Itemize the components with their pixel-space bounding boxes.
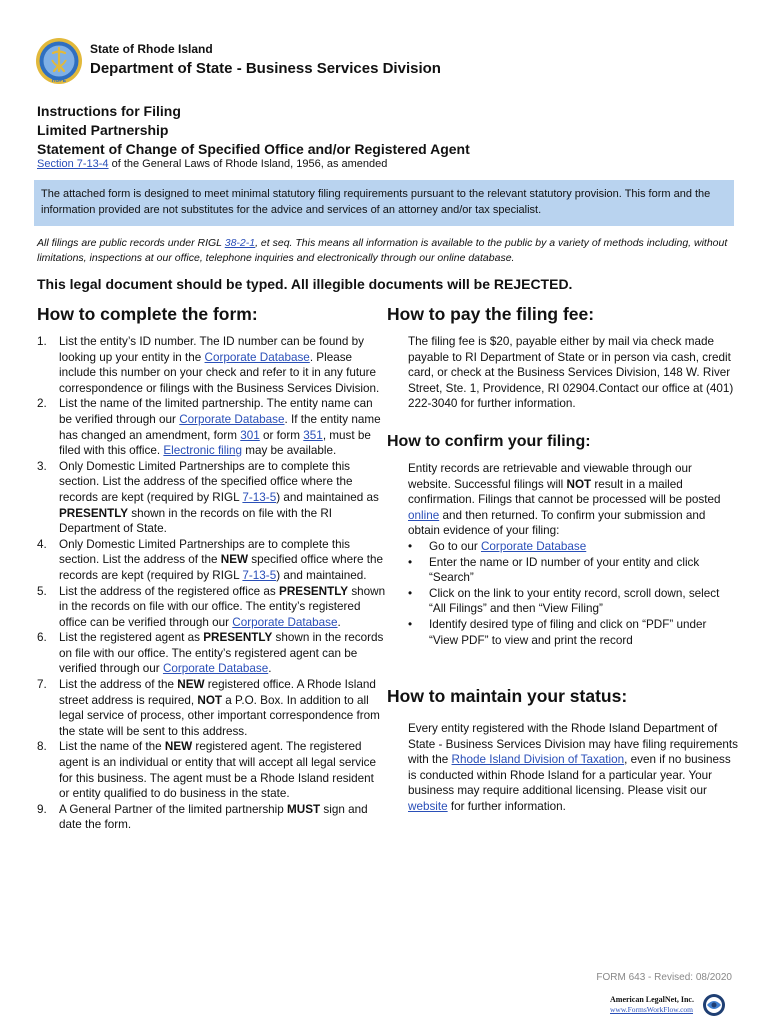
- confirm-step-text: Enter the name or ID number of your entity and click “Search”: [429, 555, 700, 585]
- step-text: registered agent. The registered agent is an individual or entity that will accept all legal service for this business. The agent must be a Rhode Island resident or entity qualified to do business in the state.: [59, 740, 377, 801]
- department-name: Department of State - Business Services Division: [90, 60, 441, 77]
- corporate-database-link[interactable]: Corporate Database: [204, 350, 310, 364]
- step-emphasis: NOT: [197, 693, 223, 707]
- pay-fee-heading: How to pay the filing fee:: [387, 304, 595, 324]
- step-number: 5.: [37, 584, 47, 598]
- confirm-text: and then returned. To confirm your submission and obtain evidence of your filing:: [408, 508, 706, 538]
- confirm-step-1: [408, 539, 738, 555]
- form-301-link[interactable]: 301: [240, 428, 260, 442]
- public-records-text-cont: , et seq. This means all information is available to the public by a variety of methods including, without limitations, inspections at our office, telephone inquiries and electronically through our online database.: [37, 237, 728, 264]
- step-text: List the name of the: [59, 740, 165, 754]
- corporate-database-link[interactable]: Corporate Database: [179, 412, 285, 426]
- website-link[interactable]: website: [408, 799, 448, 813]
- step-text: specified office where the records are kept (required by RIGL: [59, 553, 383, 582]
- step-text: registered office. A Rhode Island street address is required,: [59, 678, 376, 707]
- rigl-7-13-5-link[interactable]: 7-13-5: [242, 568, 277, 582]
- electronic-filing-link[interactable]: Electronic filing: [163, 444, 242, 458]
- section-7-13-4-link[interactable]: Section 7-13-4: [37, 158, 109, 170]
- step-text: sign and date the form.: [59, 802, 368, 832]
- step-1: [37, 334, 387, 396]
- step-emphasis: NEW: [177, 678, 205, 692]
- step-8: [37, 739, 387, 801]
- step-2: [37, 396, 387, 458]
- step-text: , must be filed with this office.: [59, 428, 371, 458]
- title-line-1: Instructions for Filing: [37, 103, 181, 119]
- step-emphasis: PRESENTLY: [59, 506, 129, 520]
- fee-text: The filing fee is $20, payable either by mail via check made payable to RI Department of State or in person via cash, credit card, or check at the Business Services Division, 148 W. River Street, Ste. 1, Providence, RI 02904.Contact our office at (401) 222-3040 for further information.: [408, 335, 734, 411]
- public-records-text: All filings are public records under RIGL: [37, 237, 225, 249]
- step-number: 4.: [37, 537, 47, 551]
- step-number: 9.: [37, 802, 47, 816]
- step-3: [37, 459, 387, 537]
- step-text: shown in the records on file with our office. The entity’s registered agent can be verified through our: [59, 631, 384, 676]
- bullet-icon: •: [408, 539, 413, 553]
- confirm-step-3: [408, 586, 738, 617]
- step-text: List the registered agent as: [59, 631, 204, 645]
- online-link[interactable]: online: [408, 508, 440, 522]
- confirm-step-2: [408, 555, 738, 586]
- corporate-database-link[interactable]: Corporate Database: [480, 539, 587, 553]
- maintain-status-text: [408, 721, 738, 815]
- step-emphasis: MUST: [287, 802, 321, 816]
- step-number: 3.: [37, 459, 47, 473]
- step-6: [37, 630, 387, 677]
- step-text: List the address of the registered office as: [59, 584, 280, 598]
- step-4: [37, 537, 387, 584]
- confirm-text: Entity records are retrievable and viewable through our website. Successful filings will: [408, 462, 692, 491]
- confirm-step-text: Identify desired type of filing and click on “PDF” under “View PDF” to view and print the record: [429, 617, 707, 647]
- step-text: may be available.: [241, 444, 337, 458]
- confirm-emphasis: NOT: [566, 477, 592, 491]
- step-number: 6.: [37, 631, 47, 645]
- step-text: ) and maintained.: [276, 568, 367, 582]
- publisher-logo-icon: [702, 993, 726, 1017]
- step-text: ) and maintained as: [276, 490, 379, 504]
- bullet-icon: •: [408, 617, 413, 631]
- instructions-title: [37, 102, 470, 159]
- confirm-filing-text: [408, 461, 738, 648]
- step-text: . If the entity name has changed an amendment, form: [59, 412, 381, 442]
- confirm-step-text: Go to our: [429, 539, 481, 553]
- publisher-block: [608, 993, 726, 1019]
- step-5: [37, 584, 387, 631]
- confirm-text: result in a mailed confirmation. Filings that cannot be processed will be posted: [408, 477, 721, 507]
- section-reference: [37, 157, 387, 171]
- step-text: .: [337, 615, 341, 629]
- step-text: . Please include this number on your check and refer to it in any future correspondence or filings with the Business Services Division.: [59, 350, 380, 395]
- state-name: State of Rhode Island: [90, 42, 213, 56]
- step-text: Only Domestic Limited Partnerships are to complete this section. List the address of the specified office where the records are kept (required by RIGL: [59, 459, 353, 504]
- maintain-text: for further information.: [447, 799, 566, 813]
- step-7: [37, 677, 387, 739]
- step-text: a P.O. Box. In addition to all legal service of process, other important correspondence from the state will be sent to this address.: [59, 693, 380, 738]
- step-text: Only Domestic Limited Partnerships are to complete this section. List the address of the: [59, 537, 351, 567]
- seal-text: HOPE: [51, 78, 67, 84]
- step-text: shown in the records on file with our office. The entity’s registered office can be verified through our: [59, 584, 386, 629]
- bullet-icon: •: [408, 555, 413, 569]
- confirm-step-4: [408, 617, 738, 648]
- maintain-status-heading: How to maintain your status:: [387, 686, 628, 706]
- step-9: [37, 802, 387, 833]
- publisher-name: American LegalNet, Inc.: [610, 995, 694, 1004]
- title-line-2: Limited Partnership: [37, 122, 169, 138]
- confirm-filing-heading: How to confirm your filing:: [387, 433, 591, 450]
- corporate-database-link[interactable]: Corporate Database: [232, 615, 338, 629]
- title-line-3: Statement of Change of Specified Office and/or Registered Agent: [37, 141, 470, 157]
- form-revision: FORM 643 - Revised: 08/2020: [596, 972, 732, 983]
- step-emphasis: NEW: [164, 740, 193, 754]
- rigl-7-13-5-link[interactable]: 7-13-5: [242, 490, 277, 504]
- step-text: List the name of the limited partnership. The entity name can be verified through our: [59, 397, 373, 426]
- instruction-steps: [37, 334, 387, 833]
- complete-form-heading: How to complete the form:: [37, 304, 258, 324]
- publisher-url-link[interactable]: www.FormsWorkFlow.com: [610, 1005, 694, 1014]
- section-reference-text: of the General Laws of Rhode Island, 1956, as amended: [108, 158, 388, 170]
- step-emphasis: PRESENTLY: [203, 631, 273, 645]
- corporate-database-link[interactable]: Corporate Database: [162, 662, 269, 676]
- bullet-icon: •: [408, 586, 413, 600]
- step-number: 2.: [37, 397, 47, 411]
- public-records-notice: [37, 236, 737, 266]
- step-number: 1.: [37, 335, 47, 348]
- confirm-steps: [408, 539, 738, 648]
- step-text: List the entity’s ID number. The ID number can be found by looking up your entity in the: [59, 335, 364, 364]
- rigl-38-2-1-link[interactable]: 38-2-1: [224, 237, 256, 249]
- step-text: or form: [259, 428, 304, 442]
- step-text: shown in the records on file with the RI Department of State.: [59, 506, 333, 536]
- step-number: 7.: [37, 678, 47, 692]
- step-emphasis: PRESENTLY: [279, 584, 349, 598]
- typed-warning: This legal document should be typed. All illegible documents will be REJECTED.: [37, 276, 573, 292]
- division-of-taxation-link[interactable]: Rhode Island Division of Taxation: [451, 753, 625, 767]
- step-text: A General Partner of the limited partnership: [59, 802, 288, 816]
- step-text: .: [268, 662, 272, 676]
- confirm-paragraph: [408, 461, 738, 539]
- confirm-step-text: Click on the link to your entity record, scroll down, select “All Filings” and then “View Filing”: [429, 586, 720, 616]
- rhode-island-seal-icon: [35, 37, 83, 85]
- statutory-notice: The attached form is designed to meet minimal statutory filing requirements pursuant to the relevant statutory provision. This form and the information provided are not substitutes for the advice and services of an attorney and/or tax specialist.: [34, 180, 734, 226]
- maintain-text: , even if no business is conducted within Rhode Island for a particular year. Your business may require additional licensing. Please visit our: [408, 753, 731, 798]
- step-text: List the address of the: [59, 678, 178, 692]
- step-emphasis: NEW: [220, 553, 249, 567]
- maintain-text: Every entity registered with the Rhode Island Department of State - Business Services Division may have filing requirements with the: [408, 722, 738, 767]
- form-351-link[interactable]: 351: [303, 428, 323, 442]
- step-number: 8.: [37, 740, 47, 754]
